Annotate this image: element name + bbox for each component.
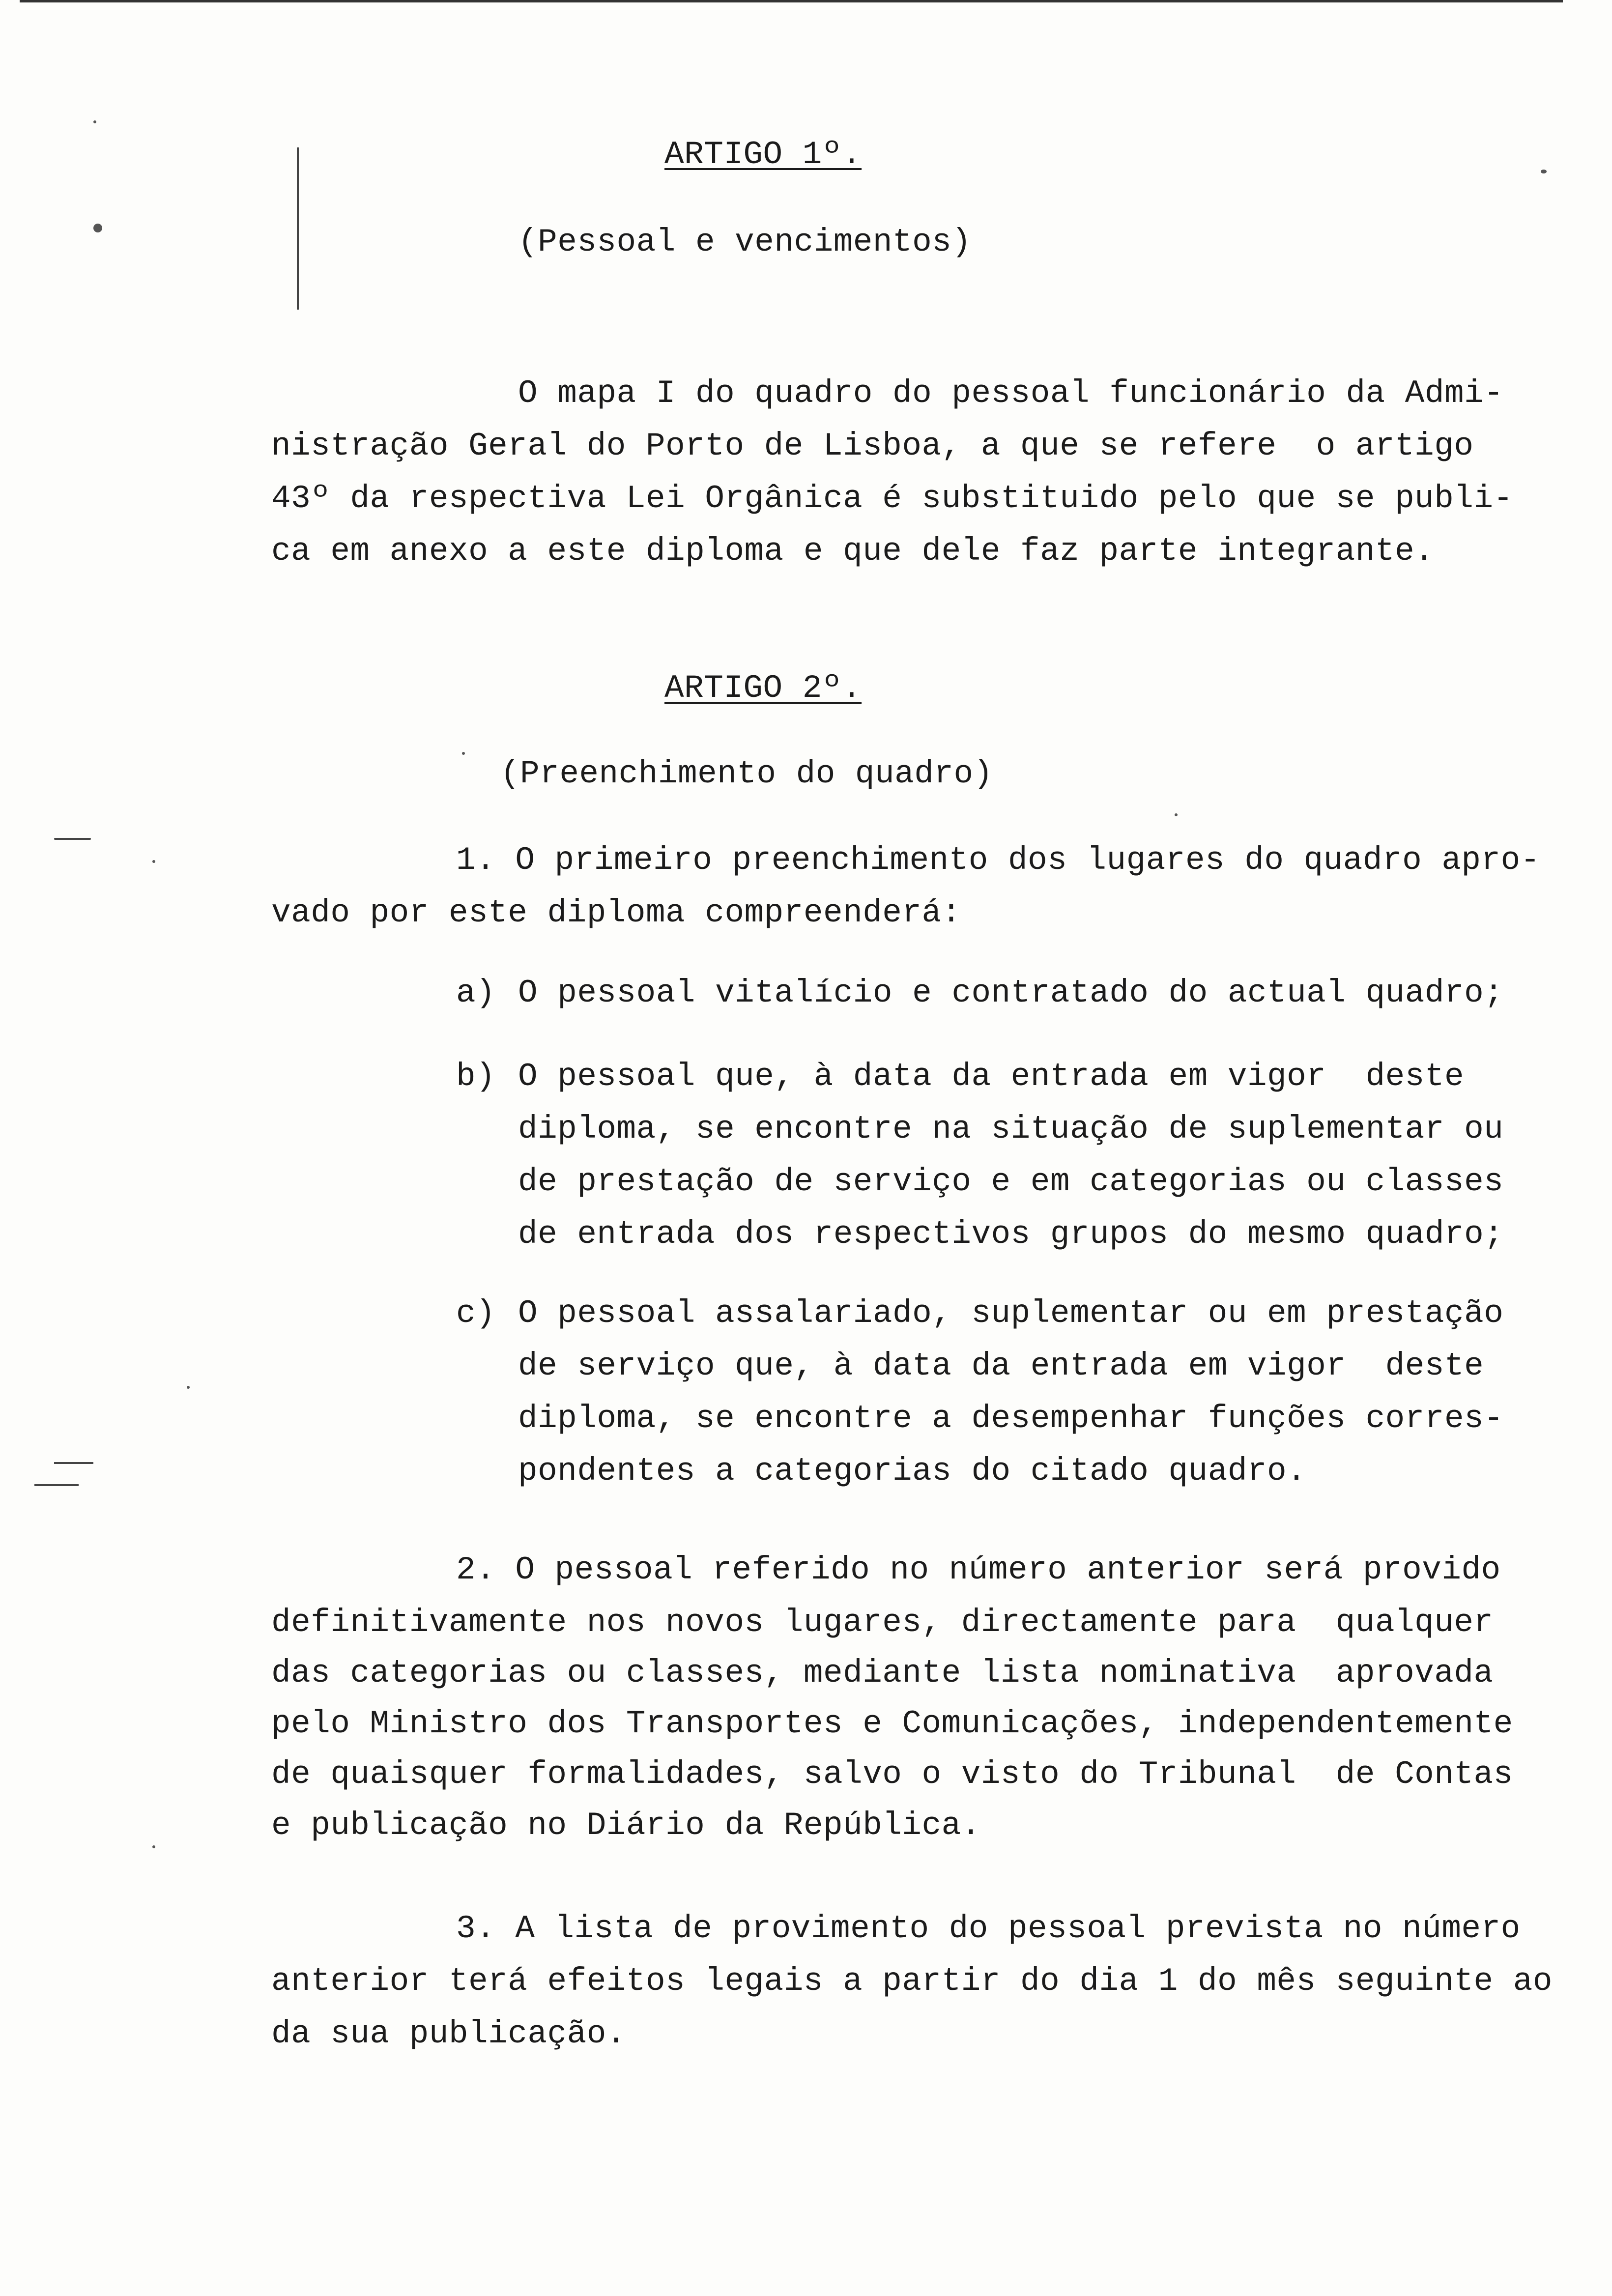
margin-vertical-mark	[297, 147, 299, 310]
item-b-marker: b)	[456, 1058, 496, 1095]
speck	[187, 1386, 190, 1389]
article-1-line: nistração Geral do Porto de Lisboa, a que se refere o artigo	[271, 428, 1474, 464]
article-1-subtitle: (Pessoal e vencimentos)	[518, 224, 972, 260]
item-c-marker: c)	[456, 1295, 496, 1332]
margin-dash-mark-2	[34, 1484, 79, 1486]
speck	[93, 120, 96, 123]
paragraph-2-line: e publicação no Diário da República.	[271, 1807, 981, 1844]
item-a-line: O pessoal vitalício e contratado do actual quadro;	[518, 975, 1504, 1011]
paragraph-2-line: de quaisquer formalidades, salvo o visto do Tribunal de Contas	[271, 1756, 1513, 1793]
paragraph-2-line: das categorias ou classes, mediante lista nominativa aprovada	[271, 1655, 1494, 1692]
speck	[152, 860, 155, 863]
paragraph-2-line: pelo Ministro dos Transportes e Comunicações, independentemente	[271, 1705, 1513, 1742]
item-b-line: de prestação de serviço e em categorias ou classes	[518, 1163, 1504, 1200]
item-c-line: de serviço que, à data da entrada em vigor deste	[518, 1348, 1484, 1384]
paragraph-1-line: vado por este diploma compreenderá:	[271, 894, 961, 931]
paragraph-2-line: 2. O pessoal referido no número anterior será provido	[456, 1551, 1501, 1588]
paragraph-3-line: 3. A lista de provimento do pessoal prevista no número	[456, 1910, 1521, 1947]
paragraph-2-line: definitivamente nos novos lugares, directamente para qualquer	[271, 1604, 1494, 1641]
item-b-line: O pessoal que, à data da entrada em vigor deste	[518, 1058, 1465, 1095]
paragraph-3-line: anterior terá efeitos legais a partir do dia 1 do mês seguinte ao	[271, 1963, 1553, 2000]
item-c-line: pondentes a categorias do citado quadro.	[518, 1453, 1307, 1490]
article-1-line: O mapa I do quadro do pessoal funcionário da Admi-	[518, 375, 1504, 412]
item-a-marker: a)	[456, 975, 496, 1011]
speck	[93, 224, 102, 232]
item-b-line: de entrada dos respectivos grupos do mesmo quadro;	[518, 1216, 1504, 1253]
speck	[152, 1845, 155, 1848]
speck	[1175, 813, 1178, 816]
speck	[1541, 170, 1547, 173]
article-1-line: 43º da respectiva Lei Orgânica é substituido pelo que se publi-	[271, 480, 1513, 517]
margin-dash-mark	[54, 1462, 93, 1464]
item-c-line: O pessoal assalariado, suplementar ou em prestação	[518, 1295, 1504, 1332]
article-2-heading: ARTIGO 2º.	[664, 670, 862, 707]
article-1-line: ca em anexo a este diploma e que dele faz parte integrante.	[271, 533, 1435, 570]
paragraph-1-line: 1. O primeiro preenchimento dos lugares do quadro apro-	[456, 842, 1540, 879]
margin-curve-mark	[54, 838, 91, 840]
speck	[462, 752, 465, 755]
paragraph-3-line: da sua publicação.	[271, 2015, 626, 2052]
top-edge-rule	[20, 0, 1563, 2]
article-1-heading: ARTIGO 1º.	[664, 136, 862, 173]
article-2-subtitle: (Preenchimento do quadro)	[500, 755, 993, 792]
item-b-line: diploma, se encontre na situação de suplementar ou	[518, 1111, 1504, 1148]
item-c-line: diploma, se encontre a desempenhar funções corres-	[518, 1400, 1504, 1437]
